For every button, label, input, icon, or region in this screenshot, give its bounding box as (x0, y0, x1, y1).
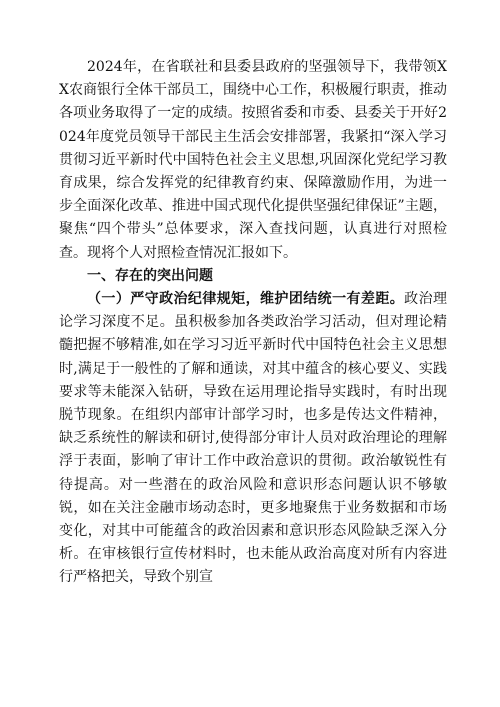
intro-paragraph: 2024年，在省联社和县委县政府的坚强领导下，我带领XX农商银行全体干部员工，围绕中心工作，积极履行职责，推动各项业务取得了一定的成绩。按照省委和市委、县委关于开好2024年度党员领导干部民主生活会安排部署，我紧扣“深入学习贯彻习近平新时代中国特色社会主义思想,巩固深化党纪学习教育成果，综合发挥党的纪律教育约束、保障激励作用，为进一步全面深化改革、推进中国式现代化提供坚强纪律保证”主题，聚焦“四个带头”总体要求，深入查找问题，认真进行对照检查。现将个人对照检查情况汇报如下。 (59, 59, 447, 261)
subsection-body: 政治理论学习深度不足。虽积极参加各类政治学习活动，但对理论精髓把握不够精准,如在学习习近平新时代中国特色社会主义思想时,满足于一般性的了解和通读，对其中蕴含的核心要义、实践要求等未能深入钻研，导致在运用理论指导实践时，有时出现脱节现象。在组织内部审计部学习时，也多是传达文件精神，缺乏系统性的解读和研讨,使得部分审计人员对政治理论的理解浮于表面，影响了审计工作中政治意识的贯彻。政治敏锐性有待提高。对一些潜在的政治风险和意识形态问题认识不够敏锐，如在关注金融市场动态时，更多地聚焦于业务数据和市场变化，对其中可能蕴含的政治因素和意识形态风险缺乏深入分析。在审核银行宣传材料时，也未能从政治高度对所有内容进行严格把关，导致个别宣 (59, 291, 448, 586)
document-body (59, 56, 447, 590)
subsection-paragraph (59, 288, 447, 590)
subsection-heading: （一）严守政治纪律规矩，维护团结统一有差距。 (87, 291, 405, 308)
section-heading: 一、存在的突出问题 (87, 267, 213, 284)
